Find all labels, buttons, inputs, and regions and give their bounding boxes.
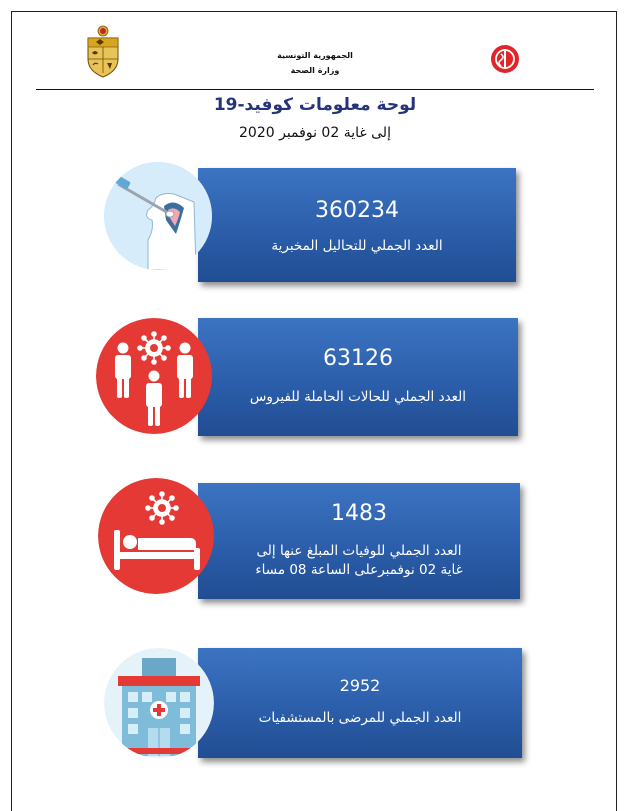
header-text — [230, 48, 400, 78]
page-subtitle: إلى غاية 02 نوفمبر 2020 — [239, 125, 391, 141]
stat-value-positive-cases: 63126 — [323, 346, 393, 371]
stat-value-lab-tests: 360234 — [315, 198, 399, 223]
deceased-bed-icon — [98, 478, 214, 594]
stat-card-positive-cases — [198, 318, 518, 436]
stat-label-deaths-line2: غاية 02 نوفمبرعلى الساعة 08 مساء — [255, 562, 463, 578]
lab-test-swab-icon — [104, 162, 212, 270]
ministry-health-logo-icon — [490, 44, 520, 74]
hospital-icon — [104, 648, 214, 758]
stat-label-lab-tests: العدد الجملي للتحاليل المخبرية — [271, 238, 443, 254]
tunisia-emblem-icon — [84, 25, 122, 79]
stat-card-hospitalized — [198, 648, 522, 758]
stat-label-hospitalized: العدد الجملي للمرضى بالمستشفيات — [258, 710, 462, 726]
stat-value-deaths: 1483 — [331, 501, 387, 526]
stat-value-hospitalized: 2952 — [339, 676, 381, 695]
stat-card-lab-tests — [198, 168, 516, 282]
header-divider — [36, 89, 594, 90]
stat-label-positive-cases: العدد الجملي للحالات الحاملة للفيروس — [249, 389, 467, 405]
ministry-name: وزارة الصحة — [290, 66, 340, 75]
page-title: لوحة معلومات كوفيد-19 — [213, 95, 417, 115]
stat-label-deaths-line1: العدد الجملي للوفيات المبلغ عنها إلى — [256, 543, 462, 559]
infected-people-icon — [96, 318, 212, 434]
republic-name: الجمهورية التونسية — [277, 51, 353, 60]
stat-card-deaths — [198, 483, 520, 599]
